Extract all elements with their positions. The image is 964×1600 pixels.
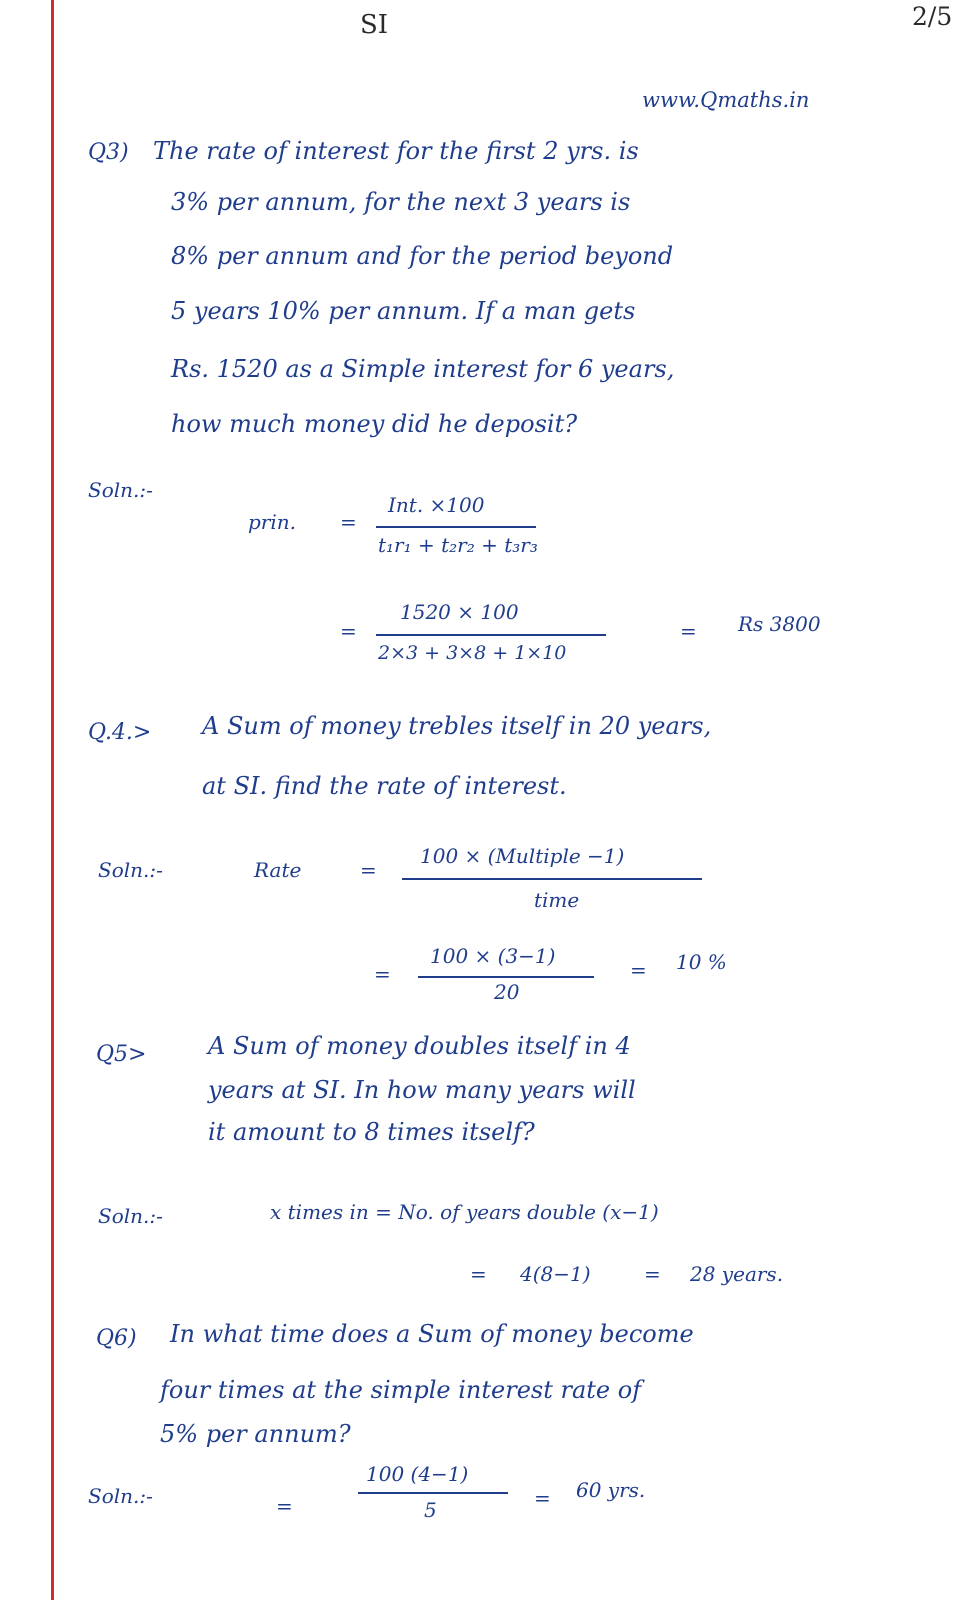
q5-formula: x times in = No. of years double (x−1)	[270, 1200, 659, 1224]
q4-rate-label: Rate	[254, 858, 302, 882]
q3-result: Rs 3800	[738, 612, 821, 636]
q4-equals-3: =	[630, 958, 647, 982]
q4-substitution-numerator: 100 × (3−1)	[430, 944, 556, 968]
q3-text-line: Rs. 1520 as a Simple interest for 6 years,	[171, 355, 675, 383]
q3-solution-label: Soln.:-	[88, 478, 153, 502]
q3-text-line: The rate of interest for the first 2 yrs. is	[153, 137, 639, 165]
q3-formula-denominator: t₁r₁ + t₂r₂ + t₃r₃	[378, 533, 538, 557]
q4-text-line: A Sum of money trebles itself in 20 years,	[202, 712, 712, 740]
q4-equals-1: =	[360, 858, 377, 882]
q6-equals-2: =	[534, 1486, 551, 1510]
q6-substitution-denominator: 5	[424, 1498, 437, 1522]
margin-line	[51, 0, 54, 1600]
q3-text-line: how much money did he deposit?	[171, 410, 578, 438]
q5-label: Q5>	[96, 1042, 147, 1067]
q4-substitution-denominator: 20	[494, 980, 520, 1004]
q3-equals-2: =	[340, 619, 357, 643]
q6-text-line: four times at the simple interest rate of	[160, 1376, 642, 1404]
q3-substitution-fraction-bar	[376, 634, 606, 636]
q3-equals-3: =	[680, 619, 697, 643]
q3-principal-label: prin.	[248, 510, 296, 534]
q5-text-line: it amount to 8 times itself?	[208, 1118, 535, 1146]
q3-formula-fraction-bar	[376, 526, 536, 528]
q5-text-line: years at SI. In how many years will	[208, 1076, 636, 1104]
q3-text-line: 5 years 10% per annum. If a man gets	[171, 297, 636, 325]
q6-result: 60 yrs.	[576, 1478, 646, 1502]
q5-result: 28 years.	[690, 1262, 784, 1286]
q6-equals-1: =	[276, 1494, 293, 1518]
q3-label: Q3)	[88, 140, 129, 165]
q4-label: Q.4.>	[88, 720, 152, 745]
q3-equals-1: =	[340, 510, 357, 534]
q6-label: Q6)	[96, 1326, 137, 1351]
q4-formula-fraction-bar	[402, 878, 702, 880]
q6-substitution-numerator: 100 (4−1)	[366, 1462, 469, 1486]
q6-text-line: In what time does a Sum of money become	[170, 1320, 694, 1348]
q4-formula-numerator: 100 × (Multiple −1)	[420, 844, 625, 868]
q3-text-line: 8% per annum and for the period beyond	[171, 242, 674, 270]
q6-substitution-fraction-bar	[358, 1492, 508, 1494]
page-number: 2/5	[912, 2, 953, 31]
page-title: SI	[360, 10, 389, 40]
q4-substitution-fraction-bar	[418, 976, 594, 978]
q3-formula-numerator: Int. ×100	[388, 493, 485, 517]
q3-substitution-numerator: 1520 × 100	[400, 600, 519, 624]
q4-formula-denominator: time	[534, 888, 580, 912]
q3-substitution-denominator: 2×3 + 3×8 + 1×10	[378, 642, 567, 664]
q4-text-line: at SI. find the rate of interest.	[202, 772, 567, 800]
website-url: www.Qmaths.in	[642, 88, 810, 112]
q5-equals-1: =	[470, 1262, 487, 1286]
q5-equals-2: =	[644, 1262, 661, 1286]
q6-solution-label: Soln.:-	[88, 1484, 153, 1508]
q6-text-line: 5% per annum?	[160, 1420, 351, 1448]
q4-equals-2: =	[374, 962, 391, 986]
q4-solution-label: Soln.:-	[98, 858, 163, 882]
q4-result: 10 %	[676, 950, 727, 974]
q3-text-line: 3% per annum, for the next 3 years is	[171, 188, 631, 216]
q5-text-line: A Sum of money doubles itself in 4	[208, 1032, 631, 1060]
q5-solution-label: Soln.:-	[98, 1204, 163, 1228]
q5-substitution: 4(8−1)	[520, 1262, 591, 1286]
